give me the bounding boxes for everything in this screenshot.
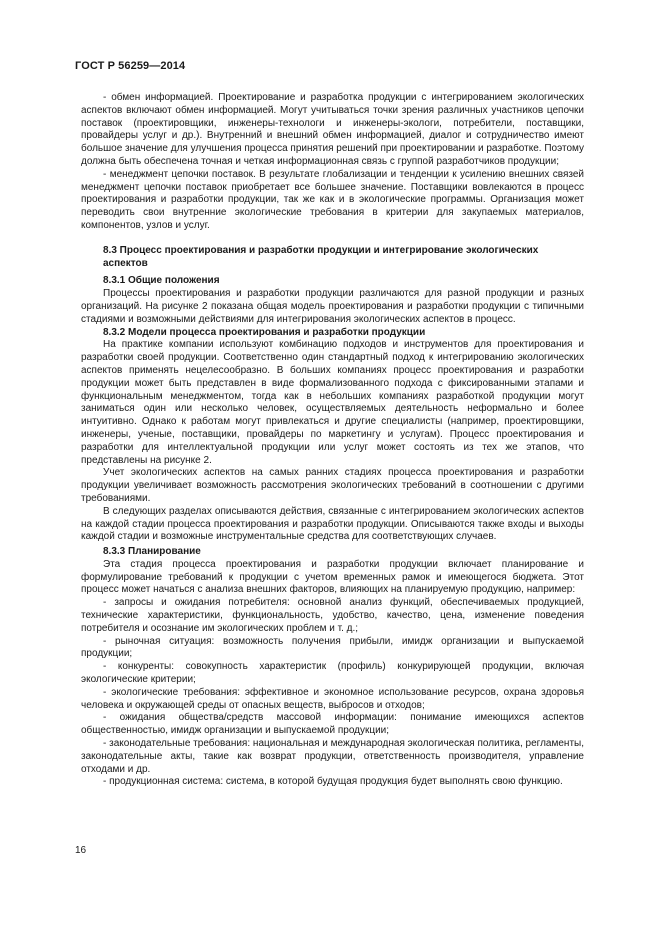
- paragraph-information-exchange: - обмен информацией. Проектирование и разработка продукции с интегрированием экологических аспектов включают обмен информацией. Могут учитываться точки зрения различных участников цепочки поставок (проектировщики, инженеры-технологи и инженеры-экологи, потребители, поставщики, провайдеры услуг и др.). Внутренний и внешний обмен информацией, диалог и сотрудничество имеют большое значение для улучшения процесса принятия решений при проектировании и разработке. Поэтому должна быть обеспечена точная и четкая информационная связь с группой разработчиков продукции;: [81, 92, 584, 167]
- paragraph-supply-chain: - менеджмент цепочки поставок. В результате глобализации и тенденции к усилению внешних связей менеджмент цепочки поставок приобретает все большее значение. Поставщики вовлекаются в процесс проектирования и разработки продукции, так же как и в экологические программы. Организация может переводить свои внутренние экологические требования в критерии для закупаемых материалов, компонентов, узлов и услуг.: [81, 168, 584, 231]
- paragraph-planning: Эта стадия процесса проектирования и разработки продукции включает планирование и формулирование требований к продукции с учетом временных рамок и имеющегося бюджета. Этот процесс может начаться с анализа внешних факторов, влияющих на планируемую продукцию, например:: [81, 558, 584, 596]
- document-body: [81, 92, 584, 789]
- subsection-heading-8-3-1: 8.3.1 Общие положения: [103, 275, 220, 287]
- list-item-consumer-needs: - запросы и ожидания потребителя: основной анализ функций, обеспечиваемых продукцией, технические характеристики, функциональность, удобство, качество, цена, изменение поведения потребителя и осознание им экологических проблем и т. д.;: [81, 597, 584, 634]
- paragraph-general: Процессы проектирования и разработки продукции различаются для разной продукции и разных организаций. На рисунке 2 показана общая модель проектирования и разработки продукции с типичными стадиями и возможными действиями для интегрирования экологических аспектов в процесс.: [81, 288, 584, 325]
- list-item-environmental-requirements: - экологические требования: эффективное и экономное использование ресурсов, охрана здоровья человека и окружающей среды от опасных веществ, выбросов и отходов;: [81, 686, 584, 711]
- list-item-competitors: - конкуренты: совокупность характеристик (профиль) конкурирующей продукции, включая экологические критерии;: [81, 661, 584, 686]
- page-number: 16: [75, 845, 87, 856]
- paragraph-early-stages: Учет экологических аспектов на самых ранних стадиях процесса проектирования и разработки продукции увеличивает возможность рассмотрения экологических требований в соотношении с другими требованиями.: [81, 467, 584, 504]
- list-item-legal-requirements: - законодательные требования: национальная и международная экологическая политика, регламенты, законодательные акты, такие как возврат продукции, ответственность производителя, управление отходами и др.: [81, 738, 584, 775]
- list-item-society-expectations: - ожидания общества/средств массовой информации: понимание имеющихся аспектов общественностью, имидж организации и выпускаемой продукции;: [81, 712, 584, 737]
- list-item-product-system: - продукционная система: система, в которой будущая продукция будет выполнять свою функцию.: [103, 776, 563, 788]
- document-header: ГОСТ Р 56259—2014: [75, 60, 186, 72]
- paragraph-following-sections: В следующих разделах описываются действия, связанные с интегрированием экологических аспектов на каждой стадии процесса проектирования и разработки продукции. Описываются также входы и выходы каждой стадии и возможные инструментальные средства для соответствующих случаев.: [81, 505, 584, 543]
- paragraph-practice: На практике компании используют комбинацию подходов и инструментов для проектирования и разработки своей продукции. Соответственно один стандартный подход к интегрированию экологических аспектов применять нецелесообразно. В больших компаниях процесс проектирования и разработки продукции может быть представлен в виде формализованного подхода с фиксированными этапами и функциональным менеджментом, тогда как в небольших компаниях разработкой продукции могут заниматься один или несколько человек, осуществляемых деятельность неформально и более интуитивно. Однако к работам могут привлекаться и другие специалисты (например, проектировщики, инженеры, ученые, поставщики, провайдеры по маркетингу и услугам). Процесс проектирования и разработки для интеллектуальной продукции или услуг может состоять из тех же этапов, что представлены на рисунке 2.: [81, 339, 584, 466]
- section-heading-8-3: 8.3 Процесс проектирования и разработки продукции и интегрирование экологических аспектов: [103, 244, 539, 269]
- subsection-heading-8-3-3: 8.3.3 Планирование: [103, 546, 201, 558]
- list-item-market-situation: - рыночная ситуация: возможность получения прибыли, имидж организации и выпускаемой продукции;: [81, 635, 584, 660]
- subsection-heading-8-3-2: 8.3.2 Модели процесса проектирования и разработки продукции: [103, 326, 426, 338]
